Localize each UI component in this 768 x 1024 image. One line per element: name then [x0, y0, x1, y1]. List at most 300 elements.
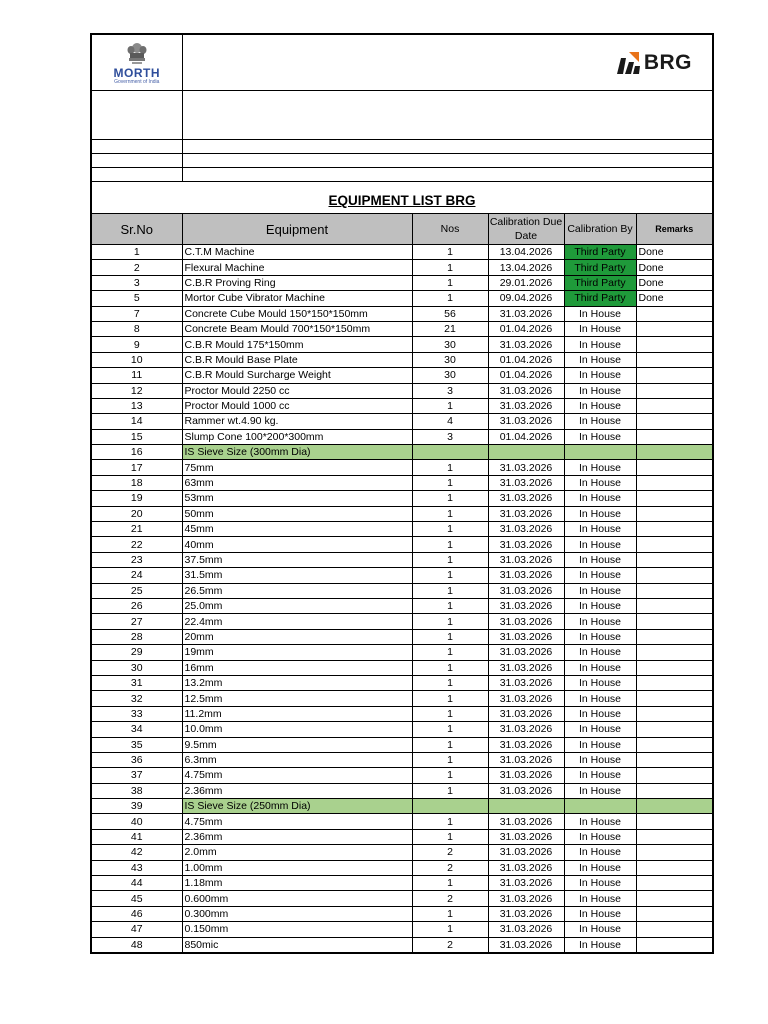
row-nos: 30: [412, 368, 488, 383]
row-srno: 35: [91, 737, 182, 752]
table-row: [91, 629, 713, 644]
row-equipment: 26.5mm: [182, 583, 412, 598]
row-remarks: [636, 906, 713, 921]
row-remarks: [636, 491, 713, 506]
row-equipment: 50mm: [182, 506, 412, 521]
row-equipment: C.T.M Machine: [182, 245, 412, 260]
row-calibration-by: In House: [564, 906, 636, 921]
row-equipment: C.B.R Proving Ring: [182, 275, 412, 290]
row-srno: 45: [91, 891, 182, 906]
table-row: [91, 475, 713, 490]
row-srno: 46: [91, 906, 182, 921]
row-remarks: Done: [636, 291, 713, 306]
row-srno: 14: [91, 414, 182, 429]
blank-row: [91, 154, 713, 168]
row-calibration-by: In House: [564, 552, 636, 567]
row-due-date: 31.03.2026: [488, 537, 564, 552]
row-due-date: 01.04.2026: [488, 352, 564, 367]
row-srno: 18: [91, 475, 182, 490]
row-calibration-by: In House: [564, 783, 636, 798]
table-header-row: [91, 214, 713, 245]
row-nos: 1: [412, 706, 488, 721]
row-nos: 1: [412, 491, 488, 506]
row-remarks: [636, 876, 713, 891]
row-srno: 27: [91, 614, 182, 629]
row-nos: 1: [412, 722, 488, 737]
row-due-date: 31.03.2026: [488, 337, 564, 352]
row-nos: 1: [412, 922, 488, 937]
row-nos: 2: [412, 860, 488, 875]
table-row: [91, 245, 713, 260]
table-row: [91, 768, 713, 783]
row-remarks: [636, 860, 713, 875]
column-header-calibration-by: Calibration By: [564, 214, 636, 245]
row-due-date: 31.03.2026: [488, 768, 564, 783]
row-srno: 30: [91, 660, 182, 675]
row-nos: 30: [412, 352, 488, 367]
row-equipment: 31.5mm: [182, 568, 412, 583]
row-equipment: 6.3mm: [182, 752, 412, 767]
section-title: IS Sieve Size (250mm Dia): [182, 799, 412, 814]
row-equipment: 53mm: [182, 491, 412, 506]
table-row: [91, 860, 713, 875]
row-due-date: 31.03.2026: [488, 891, 564, 906]
row-calibration-by: In House: [564, 306, 636, 321]
blank-row: [91, 91, 713, 140]
section-title: IS Sieve Size (300mm Dia): [182, 445, 412, 460]
row-calibration-by: In House: [564, 583, 636, 598]
row-calibration-by: In House: [564, 706, 636, 721]
row-equipment: 16mm: [182, 660, 412, 675]
row-calibration-by: In House: [564, 860, 636, 875]
row-equipment: Proctor Mould 2250 cc: [182, 383, 412, 398]
row-calibration-by: In House: [564, 814, 636, 829]
row-srno: 20: [91, 506, 182, 521]
logo-row: [91, 34, 713, 91]
row-due-date: 01.04.2026: [488, 321, 564, 336]
table-row: [91, 306, 713, 321]
row-srno: 15: [91, 429, 182, 444]
row-calibration-by: In House: [564, 414, 636, 429]
row-calibration-by: In House: [564, 598, 636, 613]
row-remarks: [636, 829, 713, 844]
table-row: [91, 691, 713, 706]
row-calibration-by: In House: [564, 752, 636, 767]
row-srno: 42: [91, 845, 182, 860]
row-srno: 47: [91, 922, 182, 937]
table-row: [91, 383, 713, 398]
row-due-date: 09.04.2026: [488, 291, 564, 306]
table-row: [91, 737, 713, 752]
row-srno: 24: [91, 568, 182, 583]
row-due-date: 31.03.2026: [488, 845, 564, 860]
blank-row: [91, 140, 713, 154]
row-due-date: 31.03.2026: [488, 629, 564, 644]
table-row: [91, 506, 713, 521]
row-remarks: [636, 568, 713, 583]
table-row: [91, 537, 713, 552]
row-srno: 19: [91, 491, 182, 506]
row-nos: 1: [412, 906, 488, 921]
row-srno: 26: [91, 598, 182, 613]
row-equipment: 0.600mm: [182, 891, 412, 906]
row-srno: 41: [91, 829, 182, 844]
row-equipment: 0.150mm: [182, 922, 412, 937]
row-calibration-by: In House: [564, 460, 636, 475]
column-header-equipment: Equipment: [182, 214, 412, 245]
row-due-date: 31.03.2026: [488, 706, 564, 721]
row-remarks: [636, 583, 713, 598]
table-row: [91, 752, 713, 767]
row-due-date: 31.03.2026: [488, 598, 564, 613]
table-row: [91, 598, 713, 613]
row-srno: 21: [91, 522, 182, 537]
equipment-sheet: [90, 33, 712, 954]
table-row: [91, 291, 713, 306]
row-remarks: [636, 429, 713, 444]
table-row: [91, 645, 713, 660]
table-row: [91, 845, 713, 860]
row-nos: 1: [412, 245, 488, 260]
row-srno: 25: [91, 583, 182, 598]
row-calibration-by: In House: [564, 722, 636, 737]
row-srno: 38: [91, 783, 182, 798]
table-row: [91, 814, 713, 829]
table-row: [91, 398, 713, 413]
morth-logo-text: MORTH: [113, 65, 160, 80]
row-due-date: 31.03.2026: [488, 306, 564, 321]
row-srno: 37: [91, 768, 182, 783]
row-remarks: [636, 937, 713, 953]
row-remarks: [636, 598, 713, 613]
row-equipment: Proctor Mould 1000 cc: [182, 398, 412, 413]
table-row: [91, 614, 713, 629]
row-srno: 40: [91, 814, 182, 829]
row-calibration-by: In House: [564, 368, 636, 383]
row-calibration-by: In House: [564, 522, 636, 537]
row-srno: 34: [91, 722, 182, 737]
row-due-date: 31.03.2026: [488, 583, 564, 598]
row-equipment: 11.2mm: [182, 706, 412, 721]
row-remarks: [636, 460, 713, 475]
row-srno: 5: [91, 291, 182, 306]
table-row: [91, 922, 713, 937]
row-equipment: 1.18mm: [182, 876, 412, 891]
row-due-date: 29.01.2026: [488, 275, 564, 290]
row-equipment: C.B.R Mould Base Plate: [182, 352, 412, 367]
column-header-nos: Nos: [412, 214, 488, 245]
row-remarks: [636, 891, 713, 906]
title-row: [91, 182, 713, 214]
row-remarks: [636, 537, 713, 552]
row-calibration-by: Third Party: [564, 245, 636, 260]
table-row: [91, 352, 713, 367]
table-row: [91, 522, 713, 537]
section-row: [91, 799, 713, 814]
row-nos: 3: [412, 383, 488, 398]
row-calibration-by: In House: [564, 321, 636, 336]
row-nos: 3: [412, 429, 488, 444]
table-row: [91, 906, 713, 921]
row-nos: 1: [412, 629, 488, 644]
row-nos: 56: [412, 306, 488, 321]
row-remarks: [636, 783, 713, 798]
row-remarks: [636, 475, 713, 490]
row-remarks: [636, 352, 713, 367]
row-equipment: 40mm: [182, 537, 412, 552]
row-remarks: Done: [636, 260, 713, 275]
row-srno: 48: [91, 937, 182, 953]
table-row: [91, 568, 713, 583]
row-due-date: 31.03.2026: [488, 645, 564, 660]
table-row: [91, 429, 713, 444]
morth-logo-subtext: Government of India: [114, 78, 160, 85]
row-nos: 1: [412, 522, 488, 537]
row-due-date: 13.04.2026: [488, 245, 564, 260]
row-nos: 4: [412, 414, 488, 429]
row-nos: 1: [412, 260, 488, 275]
row-equipment: C.B.R Mould 175*150mm: [182, 337, 412, 352]
row-nos: 1: [412, 675, 488, 690]
table-row: [91, 722, 713, 737]
row-equipment: 0.300mm: [182, 906, 412, 921]
row-calibration-by: In House: [564, 876, 636, 891]
row-nos: 30: [412, 337, 488, 352]
row-nos: 1: [412, 568, 488, 583]
row-due-date: 31.03.2026: [488, 506, 564, 521]
table-row: [91, 937, 713, 953]
table-row: [91, 876, 713, 891]
row-remarks: [636, 414, 713, 429]
row-nos: 1: [412, 752, 488, 767]
row-nos: 1: [412, 660, 488, 675]
row-srno: 7: [91, 306, 182, 321]
row-remarks: [636, 337, 713, 352]
row-remarks: [636, 722, 713, 737]
row-calibration-by: In House: [564, 845, 636, 860]
table-row: [91, 829, 713, 844]
row-nos: 2: [412, 845, 488, 860]
row-equipment: 1.00mm: [182, 860, 412, 875]
row-remarks: [636, 522, 713, 537]
row-remarks: [636, 660, 713, 675]
row-remarks: [636, 737, 713, 752]
row-calibration-by: In House: [564, 922, 636, 937]
row-equipment: 25.0mm: [182, 598, 412, 613]
row-equipment: 20mm: [182, 629, 412, 644]
blank-row: [91, 168, 713, 182]
row-calibration-by: In House: [564, 629, 636, 644]
row-srno: 23: [91, 552, 182, 567]
row-equipment: Concrete Cube Mould 150*150*150mm: [182, 306, 412, 321]
row-remarks: [636, 321, 713, 336]
row-calibration-by: In House: [564, 768, 636, 783]
row-calibration-by: In House: [564, 383, 636, 398]
row-nos: 1: [412, 552, 488, 567]
row-srno: 28: [91, 629, 182, 644]
row-due-date: 01.04.2026: [488, 429, 564, 444]
row-due-date: 31.03.2026: [488, 475, 564, 490]
row-due-date: 13.04.2026: [488, 260, 564, 275]
row-due-date: 31.03.2026: [488, 829, 564, 844]
row-srno: 16: [91, 445, 182, 460]
row-srno: 43: [91, 860, 182, 875]
brg-logo-icon: [615, 50, 641, 76]
row-remarks: [636, 752, 713, 767]
table-row: [91, 321, 713, 336]
row-srno: 22: [91, 537, 182, 552]
row-due-date: 31.03.2026: [488, 568, 564, 583]
row-due-date: 31.03.2026: [488, 398, 564, 413]
row-calibration-by: In House: [564, 691, 636, 706]
row-nos: 1: [412, 737, 488, 752]
row-nos: 1: [412, 691, 488, 706]
row-equipment: 2.36mm: [182, 829, 412, 844]
morth-logo-cell: [91, 34, 182, 91]
row-remarks: [636, 614, 713, 629]
row-srno: 11: [91, 368, 182, 383]
row-nos: 1: [412, 814, 488, 829]
row-equipment: Rammer wt.4.90 kg.: [182, 414, 412, 429]
row-srno: 2: [91, 260, 182, 275]
row-due-date: 31.03.2026: [488, 675, 564, 690]
table-row: [91, 337, 713, 352]
table-row: [91, 552, 713, 567]
row-srno: 17: [91, 460, 182, 475]
row-due-date: 31.03.2026: [488, 383, 564, 398]
row-srno: 1: [91, 245, 182, 260]
row-nos: 1: [412, 506, 488, 521]
row-nos: 1: [412, 460, 488, 475]
row-calibration-by: In House: [564, 537, 636, 552]
row-equipment: 19mm: [182, 645, 412, 660]
row-remarks: [636, 506, 713, 521]
row-calibration-by: In House: [564, 337, 636, 352]
row-calibration-by: In House: [564, 645, 636, 660]
row-due-date: 31.03.2026: [488, 552, 564, 567]
row-due-date: 31.03.2026: [488, 491, 564, 506]
row-due-date: 31.03.2026: [488, 752, 564, 767]
row-due-date: 31.03.2026: [488, 691, 564, 706]
table-row: [91, 460, 713, 475]
row-remarks: [636, 368, 713, 383]
row-srno: 8: [91, 321, 182, 336]
row-equipment: 45mm: [182, 522, 412, 537]
row-due-date: 31.03.2026: [488, 906, 564, 921]
row-remarks: [636, 645, 713, 660]
brg-logo-text: BRG: [643, 50, 692, 74]
column-header-remarks: Remarks: [636, 214, 713, 245]
row-calibration-by: In House: [564, 475, 636, 490]
row-calibration-by: In House: [564, 506, 636, 521]
column-header-srno: Sr.No: [91, 214, 182, 245]
table-row: [91, 275, 713, 290]
row-equipment: 37.5mm: [182, 552, 412, 567]
row-due-date: 31.03.2026: [488, 876, 564, 891]
row-srno: 39: [91, 799, 182, 814]
row-nos: 1: [412, 876, 488, 891]
brand-logo-cell: [182, 34, 713, 91]
row-nos: 1: [412, 537, 488, 552]
table-row: [91, 491, 713, 506]
row-remarks: [636, 768, 713, 783]
row-calibration-by: In House: [564, 491, 636, 506]
row-equipment: 13.2mm: [182, 675, 412, 690]
row-equipment: 2.36mm: [182, 783, 412, 798]
row-srno: 32: [91, 691, 182, 706]
table-row: [91, 260, 713, 275]
row-calibration-by: Third Party: [564, 260, 636, 275]
section-row: [91, 445, 713, 460]
row-remarks: Done: [636, 275, 713, 290]
row-nos: 1: [412, 291, 488, 306]
row-calibration-by: In House: [564, 737, 636, 752]
row-srno: 44: [91, 876, 182, 891]
row-due-date: 31.03.2026: [488, 783, 564, 798]
row-remarks: Done: [636, 245, 713, 260]
row-srno: 10: [91, 352, 182, 367]
table-row: [91, 368, 713, 383]
row-equipment: 850mic: [182, 937, 412, 953]
row-remarks: [636, 691, 713, 706]
row-equipment: Flexural Machine: [182, 260, 412, 275]
row-srno: 13: [91, 398, 182, 413]
row-nos: 1: [412, 783, 488, 798]
row-due-date: 31.03.2026: [488, 860, 564, 875]
row-due-date: 31.03.2026: [488, 460, 564, 475]
row-equipment: Concrete Beam Mould 700*150*150mm: [182, 321, 412, 336]
row-calibration-by: In House: [564, 891, 636, 906]
row-equipment: 2.0mm: [182, 845, 412, 860]
document-title: EQUIPMENT LIST BRG: [328, 193, 476, 208]
table-row: [91, 414, 713, 429]
row-equipment: 4.75mm: [182, 768, 412, 783]
row-remarks: [636, 675, 713, 690]
row-remarks: [636, 383, 713, 398]
row-due-date: 31.03.2026: [488, 737, 564, 752]
row-due-date: 31.03.2026: [488, 660, 564, 675]
row-equipment: 22.4mm: [182, 614, 412, 629]
row-remarks: [636, 629, 713, 644]
row-calibration-by: In House: [564, 398, 636, 413]
row-calibration-by: In House: [564, 829, 636, 844]
row-nos: 1: [412, 398, 488, 413]
row-srno: 31: [91, 675, 182, 690]
row-equipment: 63mm: [182, 475, 412, 490]
row-nos: 2: [412, 937, 488, 953]
row-equipment: 4.75mm: [182, 814, 412, 829]
row-due-date: 31.03.2026: [488, 814, 564, 829]
row-equipment: C.B.R Mould Surcharge Weight: [182, 368, 412, 383]
equipment-table: [90, 33, 714, 954]
row-equipment: Slump Cone 100*200*300mm: [182, 429, 412, 444]
table-row: [91, 583, 713, 598]
row-due-date: 31.03.2026: [488, 922, 564, 937]
row-nos: 1: [412, 598, 488, 613]
row-srno: 12: [91, 383, 182, 398]
row-remarks: [636, 706, 713, 721]
row-calibration-by: In House: [564, 937, 636, 953]
column-header-due-date: Calibration Due Date: [488, 214, 564, 245]
table-row: [91, 706, 713, 721]
row-due-date: 01.04.2026: [488, 368, 564, 383]
row-calibration-by: In House: [564, 675, 636, 690]
row-srno: 33: [91, 706, 182, 721]
row-equipment: Mortor Cube Vibrator Machine: [182, 291, 412, 306]
morth-logo: [114, 41, 161, 85]
row-nos: 1: [412, 829, 488, 844]
row-nos: 1: [412, 614, 488, 629]
